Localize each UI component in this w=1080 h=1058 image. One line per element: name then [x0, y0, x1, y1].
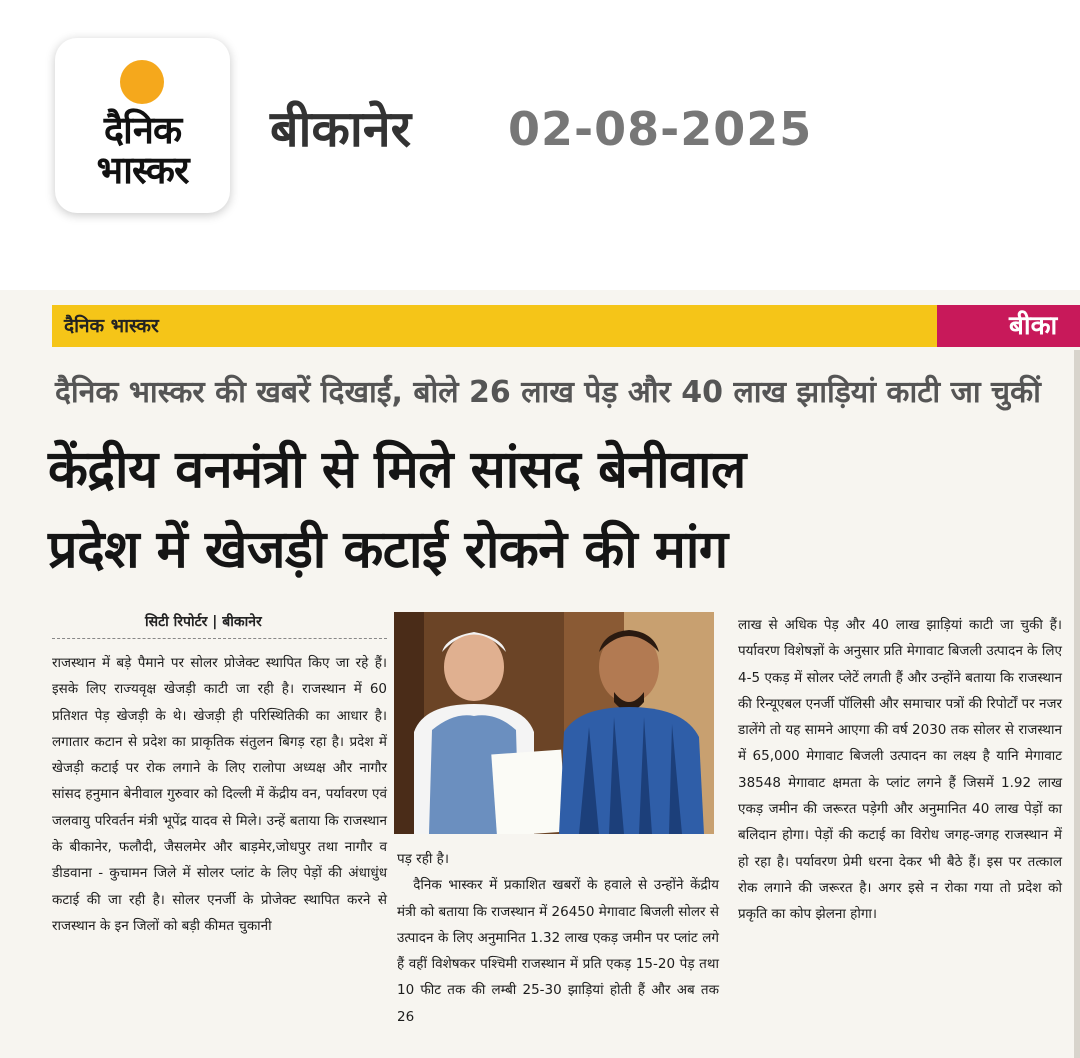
column-1-text: राजस्थान में बड़े पैमाने पर सोलर प्रोजेक्ट स्थापित किए जा रहे हैं। इसके लिए राज्यवृक्ष खेजड़ी काटी जा रही है। राजस्थान में 60 प्रतिशत पेड़ खेजड़ी के थे। खेजड़ी ही परिस्थितिकी का आधार है। लगातार कटान से प्रदेश का प्राकृतिक संतुलन बिगड़ रहा है। प्रदेश में खेजड़ी कटाई पर रोक लगाने के लिए रालोपा अध्यक्ष और नागौर सांसद हनुमान बेनीवाल गुरुवार को दिल्ली में केंद्रीय वन, पर्यावरण एवं जलवायु परिवर्तन मंत्री भूपेंद्र यादव से मिले। उन्हें बताया कि राजस्थान के बीकानेर, फलौदी, जैसलमेर और बाड़मेर,जोधपुर तथा नागौर व डीडवाना - कुचामन जिले में सोलर प्लांट के लिए पेड़ों की अंधाधुंध कटाई की जा रही है। सोलर एनर्जी के प्रोजेक्ट स्थापित करने से राजस्थान के इन जिलों को बड़ी कीमत चुकानी	[52, 655, 387, 934]
byline: सिटी रिपोर्टर | बीकानेर	[145, 614, 262, 630]
brand-band	[52, 305, 937, 347]
band-city-text: बीका	[1009, 311, 1058, 341]
article-column-1	[52, 650, 387, 939]
news-photo	[394, 612, 714, 834]
edition-date: 02-08-2025	[508, 102, 813, 156]
logo-text-line1: दैनिक	[103, 108, 182, 152]
logo-text-line2: भास्कर	[96, 148, 189, 192]
main-headline	[48, 430, 1078, 590]
article-column-2	[397, 846, 719, 1030]
headline-line-2: प्रदेश में खेजड़ी कटाई रोकने की मांग	[48, 520, 728, 580]
headline-line-1: केंद्रीय वनमंत्री से मिले सांसद बेनीवाल	[48, 440, 746, 500]
band-brand-text: दैनिक भास्कर	[64, 315, 159, 337]
column-2-lead: पड़ रही है।	[397, 851, 449, 867]
kicker-headline: दैनिक भास्कर की खबरें दिखाईं, बोले 26 लाख पेड़ और 40 लाख झाड़ियां काटी जा चुकीं	[55, 375, 1041, 410]
edition-city: बीकानेर	[270, 100, 412, 158]
divider	[52, 638, 387, 639]
city-band	[937, 305, 1080, 347]
column-3-text: लाख से अधिक पेड़ और 40 लाख झाड़ियां काटी जा चुकी हैं। पर्यावरण विशेषज्ञों के अनुसार प्रति मेगावाट बिजली उत्पादन के लिए 4-5 एकड़ में सोलर प्लेटें लगती हैं और उन्होंने बताया कि राजस्थान की रिन्यूएबल एनर्जी पॉलिसी और समाचार पत्रों की रिपोर्टों पर नजर डालेंगे तो यह सामने आएगा की वर्ष 2030 तक सोलर से राजस्थान में 65,000 मेगावाट बिजली उत्पादन का लक्ष्य है यानि मेगावाट 38548 मेगावाट क्षमता के प्लांट लगने हैं जिसमें 1.92 लाख एकड़ जमीन की जरूरत पड़ेगी और अनुमानित 40 लाख पेड़ों का बलिदान होगा। पेड़ों की कटाई का विरोध जगह-जगह राजस्थान में हो रहा है। पर्यावरण प्रेमी धरना देकर भी बैठे हैं। इस पर तत्काल रोक लगाने की जरूरत है। अगर इसे न रोका गया तो प्रदेश को प्रकृति का कोप झेलना होगा।	[738, 617, 1062, 923]
dainik-bhaskar-logo	[55, 38, 230, 213]
sun-icon	[120, 60, 164, 104]
article-column-3	[738, 612, 1062, 928]
page-edge	[1074, 350, 1080, 1058]
column-2-text: दैनिक भास्कर में प्रकाशित खबरों के हवाले से उन्होंने केंद्रीय मंत्री को बताया कि राजस्थान में 26450 मेगावाट बिजली सोलर से उत्पादन के लिए अनुमानित 1.32 लाख एकड़ जमीन पर प्लांट लगे हैं वहीं विशेषकर पश्चिमी राजस्थान में प्रति एकड़ 15-20 पेड़ तथा 10 फीट तक की लम्बी 25-30 झाड़ियां होती हैं और अब तक 26	[397, 877, 719, 1025]
newspaper-clipping	[0, 290, 1080, 1058]
photo-illustration	[394, 612, 714, 834]
